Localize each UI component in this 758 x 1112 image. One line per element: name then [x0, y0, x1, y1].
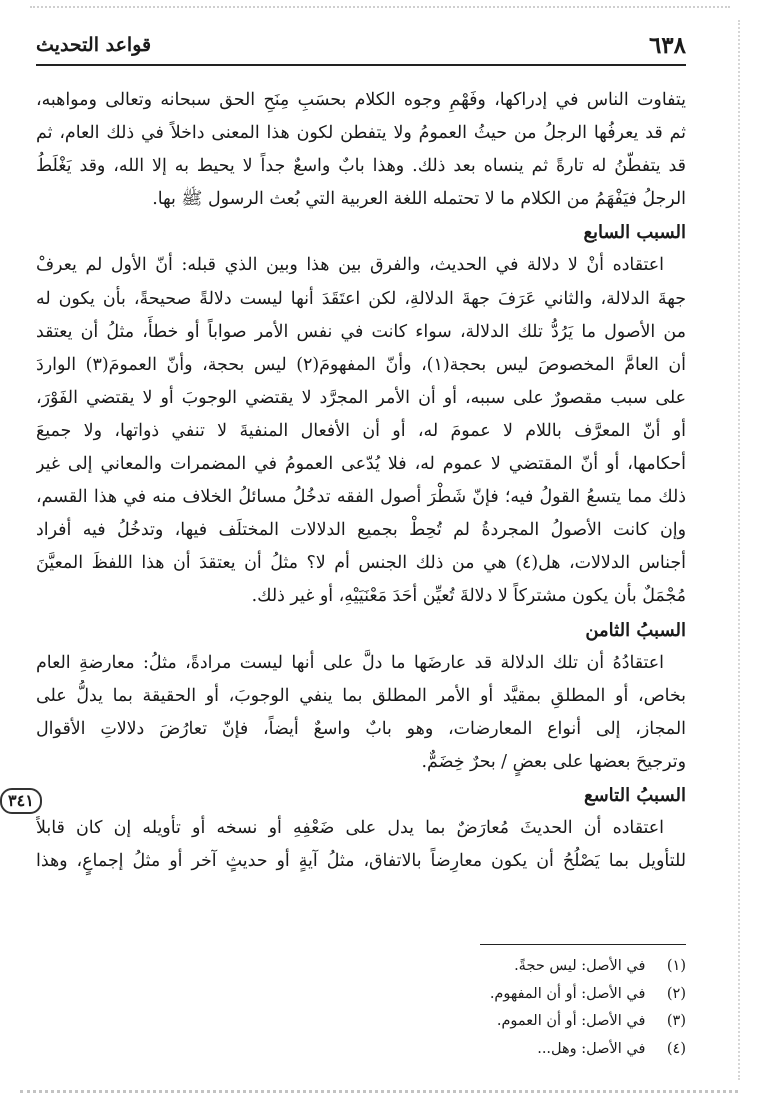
body-line: وترجيحَ بعضها على بعضٍ / بحرٌ خِضَمٌّ. — [421, 751, 686, 772]
body-line: أحكامها، أو أنّ المقتضي لا عموم له، فلا يُدّعى العمومُ في المضمرات والمعاني إلى غير — [36, 454, 686, 475]
footnote — [286, 981, 686, 1009]
body-line: اعتقادُهُ أن تلك الدلالة قد عارضَها ما دلَّ على أنها ليست مرادةً، مثلُ: معارضةِ العام — [36, 652, 664, 673]
body-line: يتفاوت الناس في إدراكها، وفَهْمِ وجوه الكلام بحسَبِ مِنَحِ الحق سبحانه وتعالى ومواهبه، — [36, 90, 686, 110]
body-line: على سبب مقصورٌ على سببه، أو أن الأمر المجرَّد لا يقتضي الوجوبَ أو لا يقتضي الفَوْرَ، — [36, 387, 686, 408]
body-line: للتأويل بما يَصْلُحُ أن يكون معارِضاً بالاتفاق، مثلُ آيةٍ أو حديثٍ آخر أو مثلُ إجماعٍ، وهذا — [36, 851, 686, 872]
body-line: وإن كانت الأصولُ المجردةُ لم تُحِطْ بجميع الدلالات المختلَف فيها، وتدخُلُ فيه أفراد — [36, 520, 686, 541]
right-border-ornament — [738, 20, 746, 1080]
footnote-number: (٤) — [666, 1040, 686, 1057]
body-line: اعتقاده أنْ لا دلالة في الحديث، والفرق بين هذا وبين الذي قبله: أنّ الأول لم يعرفْ — [36, 255, 664, 276]
page-header — [36, 30, 686, 66]
section-heading-8: السببُ الثامن — [585, 619, 686, 641]
body-line: مُجْمَلٌ بأن يكون مشتركاً لا دلالةَ تُعيِّن أحَدَ مَعْنَيَيْهِ، أو غير ذلك. — [251, 586, 686, 607]
footnote-text: في الأصل: أو أن المفهوم. — [489, 985, 646, 1002]
page-body — [36, 84, 686, 878]
body-line: أو أنّ المعرَّف باللام لا عمومَ له، أو أن الأفعال المنفيةَ لا تنفي ذواتها، ولا جميعَ — [36, 420, 686, 441]
bottom-border-ornament — [20, 1090, 738, 1103]
section-heading-7: السبب السابع — [583, 222, 686, 244]
footnote-number: (٣) — [666, 1013, 686, 1029]
body-line: اعتقاده أن الحديثَ مُعارَضٌ بما يدل على ضَعْفِهِ أو نسخه أو تأويله إن كان قابلاً — [36, 818, 664, 839]
footnote-number: (٢) — [666, 985, 686, 1002]
body-line: قد يتفطّنُ له تارةً ثم ينساه بعد ذلك. وهذا بابٌ واسعٌ جداً لا يحيط به إلا الله، وقد يَغْلَطُ — [36, 156, 686, 177]
running-title: قواعد التحديث — [36, 34, 152, 56]
footnote — [286, 1008, 686, 1036]
body-line: أجناس الدلالات، هل(٤) هي من ذلك الجنس أم لا؟ مثلُ أن يعتقدَ أن هذا اللفظَ المعيَّنَ — [36, 553, 686, 574]
page-number: ٦٣٨ — [648, 32, 686, 59]
body-line: بخاص، أو المطلقِ بمقيَّد أو الأمر المطلق بما ينفي الوجوبَ، أو الحقيقة بما يدلُّ على — [36, 685, 686, 706]
footnote — [286, 953, 686, 981]
top-border-ornament — [30, 6, 730, 22]
body-line: الرجلُ فيَفْهَمُ من الكلام ما لا تحتمله اللغة العربية التي بُعث الرسول ﷺ بها. — [152, 189, 686, 210]
body-line: جهةَ الدلالة، والثاني عَرَفَ جهةَ الدلالةِ، لكن اعتَقَدَ أنها ليست دلالةً صحيحةً، بأن يكون له — [36, 288, 686, 309]
footnote-text: في الأصل: وهل... — [537, 1040, 646, 1057]
manuscript-page-ref: ٣٤١ — [0, 788, 42, 814]
footnote-number: (١) — [666, 958, 686, 974]
body-line: المجاز، إلى أنواع المعارضات، وهو بابٌ واسعٌ أيضاً، فإنّ تعارُضَ دلالاتِ الأقوال — [36, 718, 686, 739]
body-line: من الأصول ما يَرُدُّ تلك الدلالة، سواء كانت في نفس الأمر صواباً أو خطأً، مثلُ أن يعتقد — [36, 321, 686, 342]
footnotes — [286, 953, 686, 1063]
body-line: أن العامَّ المخصوصَ ليس بحجة(١)، وأنّ المفهومَ(٢) ليس بحجة، وأنّ العمومَ(٣) الواردَ — [36, 354, 686, 375]
footnote-text: في الأصل: ليس حجةً. — [514, 958, 646, 974]
footnote-text: في الأصل: أو أن العموم. — [496, 1013, 646, 1029]
section-heading-9: السببُ التاسع — [584, 784, 686, 806]
body-line: ذلك مما يتسعُ القولُ فيه؛ فإنّ شَطْرَ أصول الفقه تدخُلُ مسائلُ الخلاف منه في هذا القسم، — [36, 487, 686, 508]
footnote-divider — [480, 944, 686, 945]
body-line: ثم قد يعرفُها الرجلُ من حيثُ العمومُ ولا يتفطن لكون هذا المعنى داخلاً في ذلك العام، ثم — [36, 123, 686, 144]
footnote — [286, 1036, 686, 1064]
